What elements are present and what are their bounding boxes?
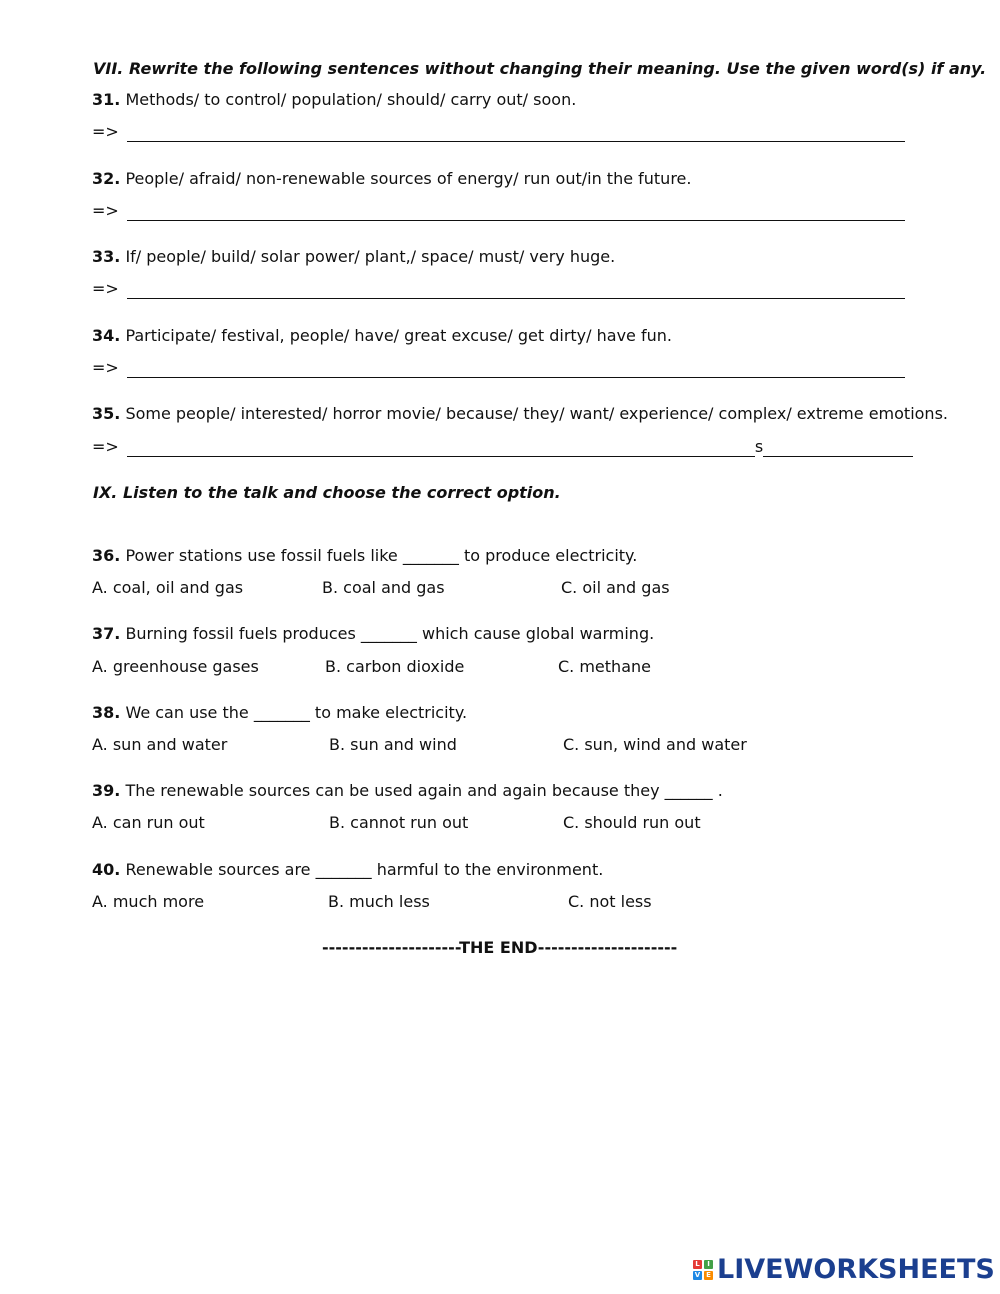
question-39 [92, 781, 723, 801]
answer-line-33[interactable] [92, 279, 905, 299]
question-text: Power stations use fossil fuels like _______ to produce electricity. [125, 546, 638, 565]
question-number: 39. [92, 781, 121, 800]
question-36 [92, 546, 637, 566]
question-40 [92, 860, 603, 880]
question-number: 34. [92, 326, 121, 345]
logo-letter: E [704, 1271, 713, 1280]
the-end-marker: ---------------------THE END--------------------- [322, 938, 678, 957]
question-number: 40. [92, 860, 121, 879]
question-38 [92, 703, 467, 723]
question-text: Methods/ to control/ population/ should/ carry out/ soon. [125, 90, 577, 109]
question-number: 35. [92, 404, 121, 423]
question-37 [92, 624, 654, 644]
question-32 [92, 169, 691, 189]
liveworksheets-logo [693, 1255, 995, 1285]
answer-blank[interactable] [763, 440, 913, 457]
option-39-a[interactable]: A. can run out [92, 813, 205, 832]
answer-hint: s [754, 437, 764, 456]
answer-line-32[interactable] [92, 201, 905, 221]
option-40-b[interactable]: B. much less [328, 892, 430, 911]
option-38-c[interactable]: C. sun, wind and water [563, 735, 747, 754]
question-33 [92, 247, 615, 267]
answer-prefix: => [92, 122, 119, 141]
question-text: People/ afraid/ non-renewable sources of energy/ run out/in the future. [125, 169, 692, 188]
answer-blank[interactable] [127, 361, 905, 378]
answer-prefix: => [92, 279, 119, 298]
question-text: If/ people/ build/ solar power/ plant,/ space/ must/ very huge. [125, 247, 616, 266]
answer-prefix: => [92, 201, 119, 220]
question-number: 32. [92, 169, 121, 188]
answer-blank[interactable] [127, 440, 755, 457]
question-34 [92, 326, 672, 346]
logo-grid-icon [693, 1260, 713, 1280]
option-36-b[interactable]: B. coal and gas [322, 578, 445, 597]
answer-line-35[interactable] [92, 437, 913, 457]
question-text: The renewable sources can be used again and again because they ______ . [125, 781, 723, 800]
question-31 [92, 90, 576, 110]
option-37-b[interactable]: B. carbon dioxide [325, 657, 465, 676]
option-40-a[interactable]: A. much more [92, 892, 205, 911]
answer-blank[interactable] [127, 125, 905, 142]
option-40-c[interactable]: C. not less [568, 892, 652, 911]
question-number: 33. [92, 247, 121, 266]
question-text: Burning fossil fuels produces _______ which cause global warming. [125, 624, 655, 643]
question-text: Participate/ festival, people/ have/ great excuse/ get dirty/ have fun. [125, 326, 672, 345]
answer-blank[interactable] [127, 204, 905, 221]
question-text: Some people/ interested/ horror movie/ because/ they/ want/ experience/ complex/ extreme emotions. [125, 404, 948, 423]
option-38-b[interactable]: B. sun and wind [329, 735, 457, 754]
question-number: 38. [92, 703, 121, 722]
section-7-heading: VII. Rewrite the following sentences without changing their meaning. Use the given word(s) if any. [93, 59, 987, 78]
section-9-heading: IX. Listen to the talk and choose the correct option. [93, 483, 561, 502]
option-38-a[interactable]: A. sun and water [92, 735, 228, 754]
answer-prefix: => [92, 437, 119, 456]
answer-prefix: => [92, 358, 119, 377]
logo-letter: I [704, 1260, 713, 1269]
question-text: We can use the _______ to make electricity. [125, 703, 468, 722]
option-37-a[interactable]: A. greenhouse gases [92, 657, 259, 676]
question-number: 37. [92, 624, 121, 643]
question-35 [92, 404, 948, 424]
logo-text: LIVEWORKSHEETS [717, 1254, 995, 1285]
question-text: Renewable sources are _______ harmful to the environment. [125, 860, 604, 879]
logo-letter: V [694, 1271, 701, 1279]
option-36-a[interactable]: A. coal, oil and gas [92, 578, 244, 597]
option-36-c[interactable]: C. oil and gas [561, 578, 670, 597]
option-39-c[interactable]: C. should run out [563, 813, 701, 832]
answer-line-34[interactable] [92, 358, 905, 378]
logo-letter: L [693, 1260, 702, 1269]
option-37-c[interactable]: C. methane [558, 657, 651, 676]
answer-line-31[interactable] [92, 122, 905, 142]
question-number: 36. [92, 546, 121, 565]
question-number: 31. [92, 90, 121, 109]
option-39-b[interactable]: B. cannot run out [329, 813, 469, 832]
answer-blank[interactable] [127, 282, 905, 299]
